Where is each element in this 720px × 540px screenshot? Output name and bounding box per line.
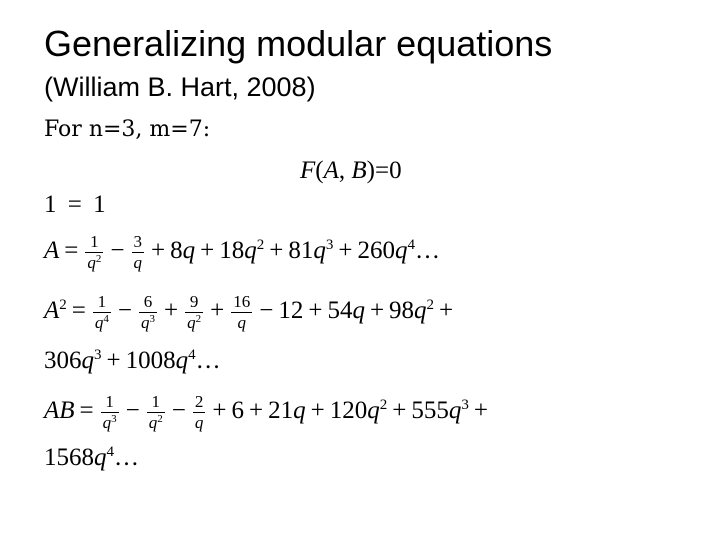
equation-line-AB-cont: $1568q^4\dots$ — [44, 444, 139, 471]
equation-line-A2-cont: $306q^3$ + $1008q^4\dots$ — [44, 347, 221, 374]
equation-line-A2: $A^2$ = $\frac{1}{q^4}$ − $\frac{6}{q^3}$ + $\frac{9}{q^2}$ + $\frac{16}{q}$ − $12 + 54q + 98q^2$ + — [44, 292, 454, 332]
equation-line-AB: AB = $\frac{1}{q^3}$ − $\frac{1}{q^2}$ − $\frac{2}{q}$ + $6 + 21q + 120q^2 + 555q^3$ + — [44, 392, 488, 432]
slide-subtitle: (William B. Hart, 2008) — [44, 72, 316, 102]
intro-text: For n=3, m=7: — [44, 117, 211, 142]
equation-line-A: A = $\frac{1}{q^2}$ − $\frac{3}{q}$ + $8q + 18q^2 + 81q^3$ + $260q^4\dots$ — [44, 232, 440, 272]
equation-line-1: 1 = 1 — [44, 191, 106, 218]
slide-title: Generalizing modular equations — [44, 23, 553, 64]
equation-heading: F(A, B)=0 — [300, 157, 402, 184]
